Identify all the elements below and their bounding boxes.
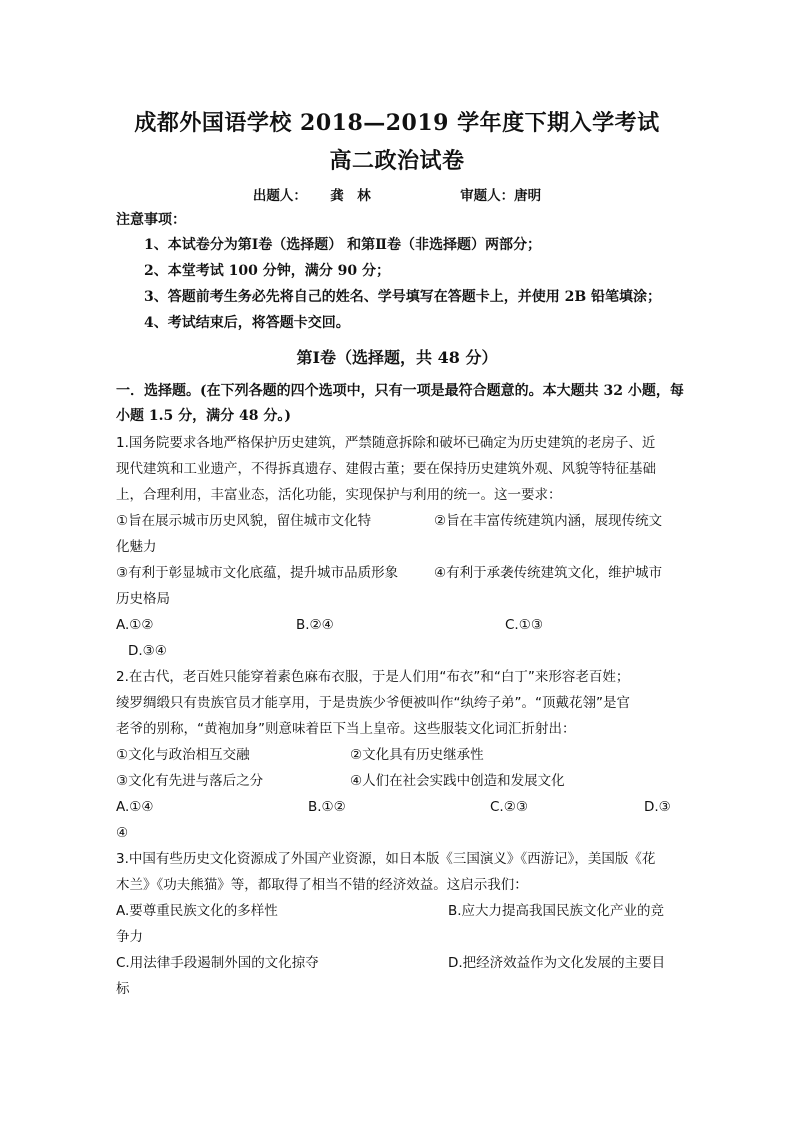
q1-option-a: A.①② [116,617,154,633]
q3-option-b-cont: 争力 [116,929,143,945]
q1-option-d: D.③④ [128,643,167,659]
q1-option-b: B.②④ [296,617,334,633]
section-instructions: 小题 1.5 分，满分 48 分。) [116,408,291,424]
exam-subtitle: 高二政治试卷 [329,148,465,174]
q3-option-d: D.把经济效益作为文化发展的主要目 [448,955,666,971]
question-1-text: 1.国务院要求各地严格保护历史建筑，严禁随意拆除和破坏已确定为历史建筑的老房子、近 [116,435,656,451]
question-2-text: 老爷的别称，“黄袍加身”则意味着臣下当上皇帝。这些服装文化词汇折射出： [116,721,576,737]
authors-line [0,184,794,204]
q2-option-d: D.③ [644,799,671,815]
q2-option-c: C.②③ [490,799,528,815]
q2-option-b: B.①② [308,799,346,815]
exam-title: 成都外国语学校 2018—2019 学年度下期入学考试 [134,110,660,136]
q3-option-c: C.用法律手段遏制外国的文化掠夺 [116,955,319,971]
q1-statement-1: ①旨在展示城市历史风貌，留住城市文化特 [116,513,372,529]
notice-item: 4、考试结束后，将答题卡交回。 [144,315,350,331]
question-3-text: 3.中国有些历史文化资源成了外国产业资源，如日本版《三国演义》《西游记》，美国版《花 [116,851,656,867]
q2-statement-2: ②文化具有历史继承性 [350,747,484,763]
q2-statement-4: ④人们在社会实践中创造和发展文化 [350,773,565,789]
section-title: 第Ⅰ卷（选择题，共 48 分） [296,348,498,367]
question-2-text: 绫罗绸缎只有贵族官员才能享用，于是贵族少爷便被叫作“纨绔子弟”。“顶戴花翎”是官 [116,695,630,711]
question-1-text: 上，合理利用，丰富业态，活化功能，实现保护与利用的统一。这一要求： [116,487,562,503]
q1-statement-4: ④有利于承袭传统建筑文化，维护城市 [434,565,663,581]
notice-item: 1、本试卷分为第Ⅰ卷（选择题） 和第Ⅱ卷（非选择题）两部分； [144,237,541,253]
q3-option-b: B.应大力提高我国民族文化产业的竞 [448,903,665,919]
q3-option-d-cont: 标 [116,981,130,997]
q1-option-c: C.①③ [505,617,543,633]
q2-statement-1: ①文化与政治相互交融 [116,747,250,763]
notice-item: 2、本堂考试 100 分钟，满分 90 分； [144,263,390,279]
setter-name: 龚 林 [330,188,371,204]
q2-option-a: A.①④ [116,799,154,815]
q1-statement-4-cont: 历史格局 [116,591,170,607]
question-1-text: 现代建筑和工业遗产，不得拆真遗存、建假古董；要在保持历史建筑外观、风貌等特征基础 [116,461,656,477]
q1-statement-2-cont: 化魅力 [116,539,157,555]
setter-label: 出题人： [252,188,307,204]
q2-statement-3: ③文化有先进与落后之分 [116,773,264,789]
q3-option-a: A.要尊重民族文化的多样性 [116,903,278,919]
q1-statement-2: ②旨在丰富传统建筑内涵，展现传统文 [434,513,663,529]
reviewer: 审题人：唐明 [460,188,542,204]
section-instructions: 一．选择题。(在下列各题的四个选项中，只有一项是最符合题意的。本大题共 32 小题，每 [116,383,684,399]
q2-option-d-cont: ④ [116,825,129,841]
notice-item: 3、答题前考生务必先将自己的姓名、学号填写在答题卡上，并使用 2B 铅笔填涂； [144,289,662,305]
notice-heading: 注意事项： [116,212,186,228]
question-2-text: 2.在古代，老百姓只能穿着素色麻布衣服，于是人们用“布衣”和“白丁”来形容老百姓； [116,669,630,685]
q1-statement-3: ③有利于彰显城市文化底蕴，提升城市品质形象 [116,565,399,581]
question-3-text: 木兰》《功夫熊猫》等，都取得了相当不错的经济效益。这启示我们： [116,877,528,893]
